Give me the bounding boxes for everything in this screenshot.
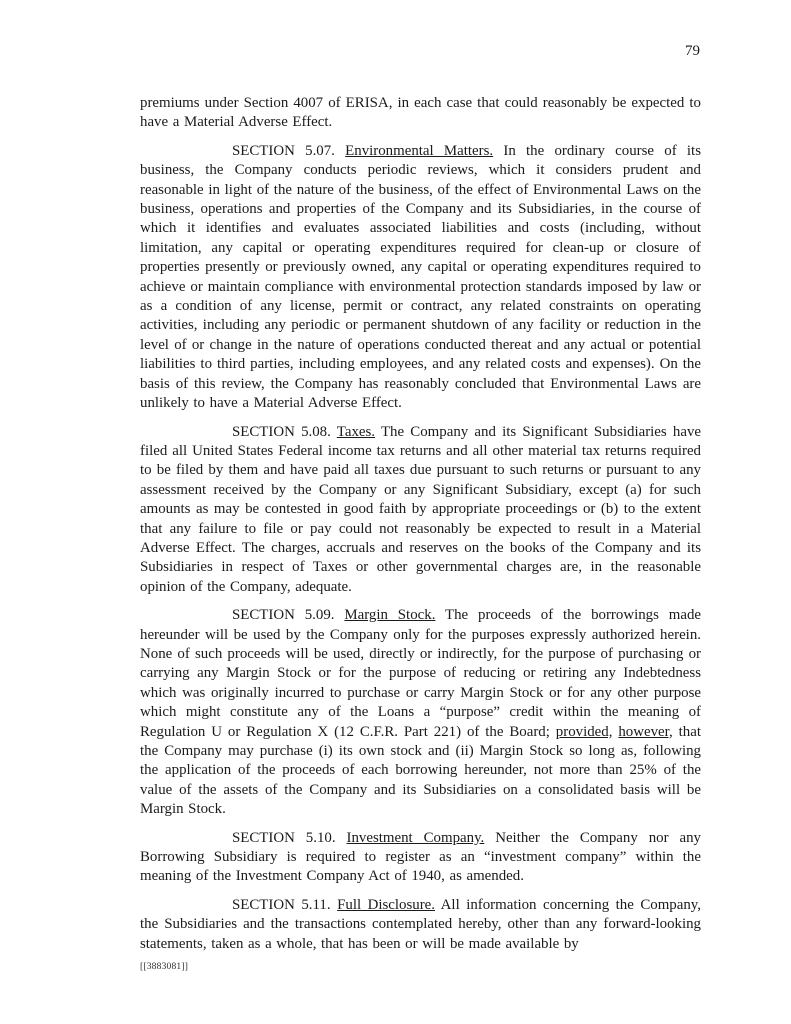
proviso-however: however, [618, 723, 673, 740]
paragraph-text: All information concerning the Company, the Subsidiaries and the transactions contemplated hereby, other than any forward-looking statements, taken as a whole, that has been or will be made available by [140, 896, 701, 952]
paragraph-section-5-10 [140, 829, 701, 887]
document-body [140, 94, 701, 954]
paragraph-section-5-07 [140, 142, 701, 414]
paragraph-text: Neither the Company nor any Borrowing Subsidiary is required to register as an “investment company” within the meaning of the Investment Company Act of 1940, as amended. [140, 829, 701, 885]
section-label: SECTION 5.09. [232, 607, 345, 624]
section-heading-margin-stock: Margin Stock. [344, 607, 436, 624]
footer-doc-id: [[3883081]] [140, 962, 189, 972]
paragraph-text: In the ordinary course of its business, the Company conducts periodic reviews, which it considers prudent and reasonable in light of the nature of the business, of the effect of Environmental Laws on the business, operations and properties of the Company and its Subsidiaries, in the course of which it identifies and evaluates associated liabilities and costs (including, without limitation, any capital or operating expenditures required for clean-up or closure of properties presently or previously owned, any capital or operating expenditures required to achieve or maintain compliance with environmental protection standards imposed by law or as a condition of any license, permit or contract, any related constraints on operating activities, including any periodic or permanent shutdown of any facility or reduction in the level of or change in the nature of operations conducted thereat and any actual or potential liabilities to third parties, including employees, and any related costs and expenses). On the basis of this review, the Company has reasonably concluded that Environmental Laws are unlikely to have a Material Adverse Effect. [140, 142, 701, 412]
paragraph-erisa-continuation [140, 94, 701, 133]
section-heading-full-disclosure: Full Disclosure. [337, 896, 435, 913]
section-label: SECTION 5.10. [232, 829, 347, 846]
paragraph-section-5-08 [140, 423, 701, 598]
section-heading-environmental-matters: Environmental Matters. [345, 142, 494, 159]
paragraph-section-5-11 [140, 896, 701, 954]
section-label: SECTION 5.07. [232, 142, 346, 159]
paragraph-section-5-09 [140, 606, 701, 819]
paragraph-text: premiums under Section 4007 of ERISA, in each case that could reasonably be expected to have a Material Adverse Effect. [140, 95, 701, 131]
page-number: 79 [685, 43, 700, 59]
paragraph-text: The Company and its Significant Subsidiaries have filed all United States Federal income tax returns and all other material tax returns required to be filed by them and have paid all taxes due pursuant to such returns or pursuant to any assessment received by the Company or any Significant Subsidiary, except (a) for such amounts as may be contested in good faith by appropriate proceedings or (b) to the extent that any failure to file or pay could not reasonably be expected to result in a Material Adverse Effect. The charges, accruals and reserves on the books of the Company and its Subsidiaries in respect of Taxes or other governmental charges are, in the reasonable opinion of the Company, adequate. [140, 423, 701, 595]
section-heading-taxes: Taxes. [336, 423, 376, 440]
section-label: SECTION 5.11. [232, 896, 338, 913]
section-heading-investment-company: Investment Company. [346, 829, 485, 846]
proviso-provided: provided, [555, 723, 613, 740]
section-label: SECTION 5.08. [232, 423, 337, 440]
paragraph-text: The proceeds of the borrowings made hereunder will be used by the Company only for the purposes expressly authorized herein. None of such proceeds will be used, directly or indirectly, for the purpose of purchasing or carrying any Margin Stock or for the purpose of reducing or retiring any Indebtedness which was originally incurred to purchase or carry Margin Stock or for any other purpose which might constitute any of the Loans a “purpose” credit within the meaning of Regulation U or Regulation X (12 C.F.R. Part 221) of the Board; [140, 607, 701, 740]
paragraph-text: that the Company may purchase (i) its own stock and (ii) Margin Stock so long as, following the application of the proceeds of each borrowing hereunder, not more than 25% of the value of the assets of the Company and its Subsidiaries on a consolidated basis will be Margin Stock. [140, 723, 701, 818]
